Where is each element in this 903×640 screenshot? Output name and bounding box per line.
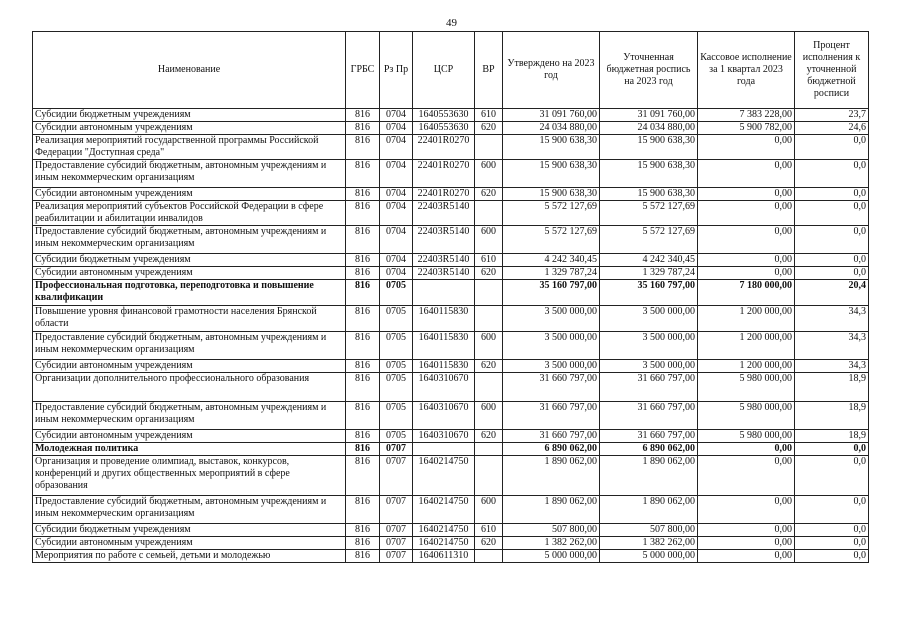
cell-approved: 1 890 062,00 [503, 496, 600, 524]
cell-refined: 31 660 797,00 [600, 402, 698, 430]
cell-percent: 34,3 [795, 332, 869, 360]
cell-cash: 0,00 [698, 550, 795, 563]
cell-cash: 0,00 [698, 135, 795, 160]
cell-vr: 620 [475, 267, 503, 280]
cell-csr: 1640214750 [413, 524, 475, 537]
cell-refined: 24 034 880,00 [600, 122, 698, 135]
cell-csr: 1640214750 [413, 456, 475, 496]
cell-rzpr: 0704 [380, 160, 413, 188]
cell-rzpr: 0707 [380, 456, 413, 496]
cell-refined: 6 890 062,00 [600, 443, 698, 456]
table-row [33, 373, 869, 402]
cell-refined: 3 500 000,00 [600, 360, 698, 373]
cell-csr: 22401R0270 [413, 188, 475, 201]
cell-name: Субсидии автономным учреждениям [33, 430, 346, 443]
cell-grbs: 816 [346, 430, 380, 443]
cell-refined: 1 890 062,00 [600, 496, 698, 524]
cell-vr: 610 [475, 109, 503, 122]
table-row [33, 537, 869, 550]
table-row [33, 306, 869, 332]
cell-grbs: 816 [346, 280, 380, 306]
cell-refined: 31 660 797,00 [600, 430, 698, 443]
cell-cash: 7 180 000,00 [698, 280, 795, 306]
cell-rzpr: 0704 [380, 226, 413, 254]
cell-csr: 1640214750 [413, 496, 475, 524]
cell-approved: 3 500 000,00 [503, 306, 600, 332]
cell-rzpr: 0705 [380, 306, 413, 332]
cell-cash: 1 200 000,00 [698, 360, 795, 373]
cell-vr: 620 [475, 360, 503, 373]
cell-vr [475, 201, 503, 226]
cell-approved: 4 242 340,45 [503, 254, 600, 267]
cell-rzpr: 0705 [380, 332, 413, 360]
cell-cash: 0,00 [698, 201, 795, 226]
cell-rzpr: 0705 [380, 373, 413, 402]
cell-refined: 31 660 797,00 [600, 373, 698, 402]
cell-grbs: 816 [346, 496, 380, 524]
table-row [33, 122, 869, 135]
cell-csr: 1640310670 [413, 430, 475, 443]
cell-grbs: 816 [346, 537, 380, 550]
cell-approved: 31 091 760,00 [503, 109, 600, 122]
cell-name: Реализация мероприятий государственной программы Российской Федерации "Доступная среда" [33, 135, 346, 160]
cell-refined: 4 242 340,45 [600, 254, 698, 267]
cell-percent: 0,0 [795, 188, 869, 201]
header-name: Наименование [33, 32, 346, 109]
cell-csr: 1640214750 [413, 537, 475, 550]
cell-approved: 31 660 797,00 [503, 430, 600, 443]
cell-rzpr: 0704 [380, 188, 413, 201]
cell-refined: 507 800,00 [600, 524, 698, 537]
cell-csr: 22403R5140 [413, 226, 475, 254]
cell-cash: 7 383 228,00 [698, 109, 795, 122]
cell-refined: 5 000 000,00 [600, 550, 698, 563]
cell-percent: 24,6 [795, 122, 869, 135]
cell-refined: 31 091 760,00 [600, 109, 698, 122]
cell-rzpr: 0705 [380, 402, 413, 430]
cell-approved: 1 382 262,00 [503, 537, 600, 550]
header-grbs: ГРБС [346, 32, 380, 109]
cell-percent: 18,9 [795, 373, 869, 402]
cell-csr: 1640553630 [413, 122, 475, 135]
cell-csr: 22401R0270 [413, 135, 475, 160]
cell-cash: 0,00 [698, 456, 795, 496]
cell-approved: 5 572 127,69 [503, 201, 600, 226]
cell-percent: 0,0 [795, 135, 869, 160]
cell-rzpr: 0705 [380, 430, 413, 443]
header-refined: Уточненная бюджетная роспись на 2023 год [600, 32, 698, 109]
cell-percent: 34,3 [795, 306, 869, 332]
cell-refined: 35 160 797,00 [600, 280, 698, 306]
cell-name: Субсидии автономным учреждениям [33, 267, 346, 280]
cell-refined: 15 900 638,30 [600, 135, 698, 160]
cell-approved: 5 000 000,00 [503, 550, 600, 563]
cell-grbs: 816 [346, 332, 380, 360]
cell-approved: 24 034 880,00 [503, 122, 600, 135]
cell-approved: 15 900 638,30 [503, 135, 600, 160]
cell-approved: 35 160 797,00 [503, 280, 600, 306]
cell-name: Реализация мероприятий субъектов Российской Федерации в сфере реабилитации и абилитации инвалидов [33, 201, 346, 226]
cell-grbs: 816 [346, 267, 380, 280]
table-row [33, 524, 869, 537]
cell-percent: 34,3 [795, 360, 869, 373]
cell-percent: 0,0 [795, 524, 869, 537]
cell-vr: 600 [475, 160, 503, 188]
header-row [33, 32, 869, 109]
cell-cash: 5 980 000,00 [698, 430, 795, 443]
cell-name: Предоставление субсидий бюджетным, автономным учреждениям и иным некоммерческим организациям [33, 496, 346, 524]
table-row [33, 267, 869, 280]
cell-refined: 15 900 638,30 [600, 188, 698, 201]
table-row [33, 443, 869, 456]
table-row [33, 280, 869, 306]
cell-approved: 1 890 062,00 [503, 456, 600, 496]
cell-rzpr: 0707 [380, 550, 413, 563]
cell-csr: 22403R5140 [413, 267, 475, 280]
cell-vr: 610 [475, 524, 503, 537]
cell-approved: 3 500 000,00 [503, 332, 600, 360]
cell-vr [475, 280, 503, 306]
cell-csr: 22403R5140 [413, 201, 475, 226]
cell-name: Повышение уровня финансовой грамотности населения Брянской области [33, 306, 346, 332]
cell-csr: 1640310670 [413, 373, 475, 402]
cell-grbs: 816 [346, 160, 380, 188]
header-percent: Процент исполнения к уточненной бюджетной росписи [795, 32, 869, 109]
cell-percent: 0,0 [795, 550, 869, 563]
table-row [33, 550, 869, 563]
cell-grbs: 816 [346, 550, 380, 563]
cell-csr: 1640611310 [413, 550, 475, 563]
cell-csr: 1640115830 [413, 360, 475, 373]
cell-vr: 620 [475, 188, 503, 201]
cell-percent: 0,0 [795, 226, 869, 254]
cell-name: Субсидии бюджетным учреждениям [33, 254, 346, 267]
cell-approved: 15 900 638,30 [503, 188, 600, 201]
cell-vr: 600 [475, 332, 503, 360]
cell-grbs: 816 [346, 373, 380, 402]
cell-percent: 0,0 [795, 267, 869, 280]
cell-percent: 18,9 [795, 402, 869, 430]
cell-name: Предоставление субсидий бюджетным, автономным учреждениям и иным некоммерческим организациям [33, 332, 346, 360]
cell-name: Субсидии автономным учреждениям [33, 122, 346, 135]
cell-grbs: 816 [346, 109, 380, 122]
cell-approved: 31 660 797,00 [503, 402, 600, 430]
header-cash: Кассовое исполнение за 1 квартал 2023 года [698, 32, 795, 109]
cell-rzpr: 0704 [380, 135, 413, 160]
cell-percent: 0,0 [795, 201, 869, 226]
cell-vr: 600 [475, 402, 503, 430]
cell-vr [475, 550, 503, 563]
cell-name: Субсидии автономным учреждениям [33, 537, 346, 550]
cell-refined: 3 500 000,00 [600, 306, 698, 332]
table-row [33, 188, 869, 201]
table-row [33, 332, 869, 360]
cell-grbs: 816 [346, 254, 380, 267]
cell-name: Субсидии автономным учреждениям [33, 188, 346, 201]
header-csr: ЦСР [413, 32, 475, 109]
cell-rzpr: 0707 [380, 524, 413, 537]
cell-rzpr: 0704 [380, 267, 413, 280]
header-vr: ВР [475, 32, 503, 109]
cell-grbs: 816 [346, 524, 380, 537]
cell-csr: 1640553630 [413, 109, 475, 122]
cell-refined: 1 329 787,24 [600, 267, 698, 280]
cell-cash: 0,00 [698, 537, 795, 550]
cell-vr: 620 [475, 122, 503, 135]
cell-name: Профессиональная подготовка, переподготовка и повышение квалификации [33, 280, 346, 306]
table-row [33, 430, 869, 443]
cell-name: Субсидии автономным учреждениям [33, 360, 346, 373]
cell-grbs: 816 [346, 456, 380, 496]
cell-csr: 1640115830 [413, 306, 475, 332]
cell-refined: 1 890 062,00 [600, 456, 698, 496]
cell-grbs: 816 [346, 226, 380, 254]
table-row [33, 201, 869, 226]
cell-name: Предоставление субсидий бюджетным, автономным учреждениям и иным некоммерческим организациям [33, 226, 346, 254]
cell-rzpr: 0704 [380, 201, 413, 226]
cell-cash: 0,00 [698, 226, 795, 254]
cell-cash: 0,00 [698, 160, 795, 188]
cell-cash: 5 980 000,00 [698, 373, 795, 402]
cell-csr [413, 280, 475, 306]
cell-approved: 507 800,00 [503, 524, 600, 537]
cell-percent: 18,9 [795, 430, 869, 443]
cell-refined: 5 572 127,69 [600, 201, 698, 226]
cell-approved: 3 500 000,00 [503, 360, 600, 373]
cell-vr [475, 373, 503, 402]
cell-percent: 0,0 [795, 537, 869, 550]
cell-cash: 0,00 [698, 443, 795, 456]
cell-cash: 1 200 000,00 [698, 332, 795, 360]
cell-vr: 620 [475, 430, 503, 443]
cell-rzpr: 0705 [380, 280, 413, 306]
cell-percent: 23,7 [795, 109, 869, 122]
cell-name: Организации дополнительного профессионального образования [33, 373, 346, 402]
cell-cash: 1 200 000,00 [698, 306, 795, 332]
cell-grbs: 816 [346, 201, 380, 226]
table-row [33, 456, 869, 496]
cell-approved: 1 329 787,24 [503, 267, 600, 280]
table-row [33, 109, 869, 122]
cell-vr [475, 306, 503, 332]
cell-refined: 1 382 262,00 [600, 537, 698, 550]
cell-grbs: 816 [346, 443, 380, 456]
cell-cash: 0,00 [698, 254, 795, 267]
cell-name: Предоставление субсидий бюджетным, автономным учреждениям и иным некоммерческим организациям [33, 402, 346, 430]
table-row [33, 135, 869, 160]
cell-cash: 0,00 [698, 267, 795, 280]
table-row [33, 160, 869, 188]
cell-rzpr: 0704 [380, 254, 413, 267]
cell-percent: 0,0 [795, 496, 869, 524]
table-row [33, 496, 869, 524]
cell-grbs: 816 [346, 188, 380, 201]
budget-table [32, 31, 869, 563]
table-row [33, 254, 869, 267]
table-row [33, 226, 869, 254]
cell-grbs: 816 [346, 135, 380, 160]
cell-grbs: 816 [346, 306, 380, 332]
cell-vr [475, 443, 503, 456]
cell-vr: 600 [475, 496, 503, 524]
cell-name: Мероприятия по работе с семьей, детьми и молодежью [33, 550, 346, 563]
cell-cash: 0,00 [698, 188, 795, 201]
cell-refined: 3 500 000,00 [600, 332, 698, 360]
cell-approved: 15 900 638,30 [503, 160, 600, 188]
table-body [33, 109, 869, 563]
cell-percent: 0,0 [795, 456, 869, 496]
cell-grbs: 816 [346, 360, 380, 373]
cell-vr: 600 [475, 226, 503, 254]
table-row [33, 402, 869, 430]
cell-rzpr: 0704 [380, 109, 413, 122]
cell-percent: 20,4 [795, 280, 869, 306]
cell-grbs: 816 [346, 402, 380, 430]
cell-csr [413, 443, 475, 456]
cell-csr: 22403R5140 [413, 254, 475, 267]
cell-rzpr: 0707 [380, 496, 413, 524]
cell-approved: 31 660 797,00 [503, 373, 600, 402]
cell-cash: 0,00 [698, 496, 795, 524]
cell-percent: 0,0 [795, 160, 869, 188]
cell-csr: 1640115830 [413, 332, 475, 360]
cell-cash: 0,00 [698, 524, 795, 537]
cell-name: Организация и проведение олимпиад, выставок, конкурсов, конференций и других общественных мероприятий в сфере образования [33, 456, 346, 496]
cell-csr: 1640310670 [413, 402, 475, 430]
cell-refined: 15 900 638,30 [600, 160, 698, 188]
cell-name: Молодежная политика [33, 443, 346, 456]
cell-rzpr: 0705 [380, 360, 413, 373]
cell-rzpr: 0707 [380, 443, 413, 456]
cell-percent: 0,0 [795, 254, 869, 267]
cell-cash: 5 900 782,00 [698, 122, 795, 135]
header-rzpr: Рз Пр [380, 32, 413, 109]
cell-approved: 6 890 062,00 [503, 443, 600, 456]
table-row [33, 360, 869, 373]
cell-grbs: 816 [346, 122, 380, 135]
cell-csr: 22401R0270 [413, 160, 475, 188]
cell-name: Предоставление субсидий бюджетным, автономным учреждениям и иным некоммерческим организациям [33, 160, 346, 188]
cell-vr [475, 135, 503, 160]
cell-rzpr: 0704 [380, 122, 413, 135]
cell-percent: 0,0 [795, 443, 869, 456]
cell-vr [475, 456, 503, 496]
cell-approved: 5 572 127,69 [503, 226, 600, 254]
cell-vr: 610 [475, 254, 503, 267]
cell-cash: 5 980 000,00 [698, 402, 795, 430]
cell-name: Субсидии бюджетным учреждениям [33, 109, 346, 122]
page-number: 49 [446, 17, 457, 29]
header-approved: Утверждено на 2023 год [503, 32, 600, 109]
cell-vr: 620 [475, 537, 503, 550]
cell-refined: 5 572 127,69 [600, 226, 698, 254]
cell-rzpr: 0707 [380, 537, 413, 550]
cell-name: Субсидии бюджетным учреждениям [33, 524, 346, 537]
